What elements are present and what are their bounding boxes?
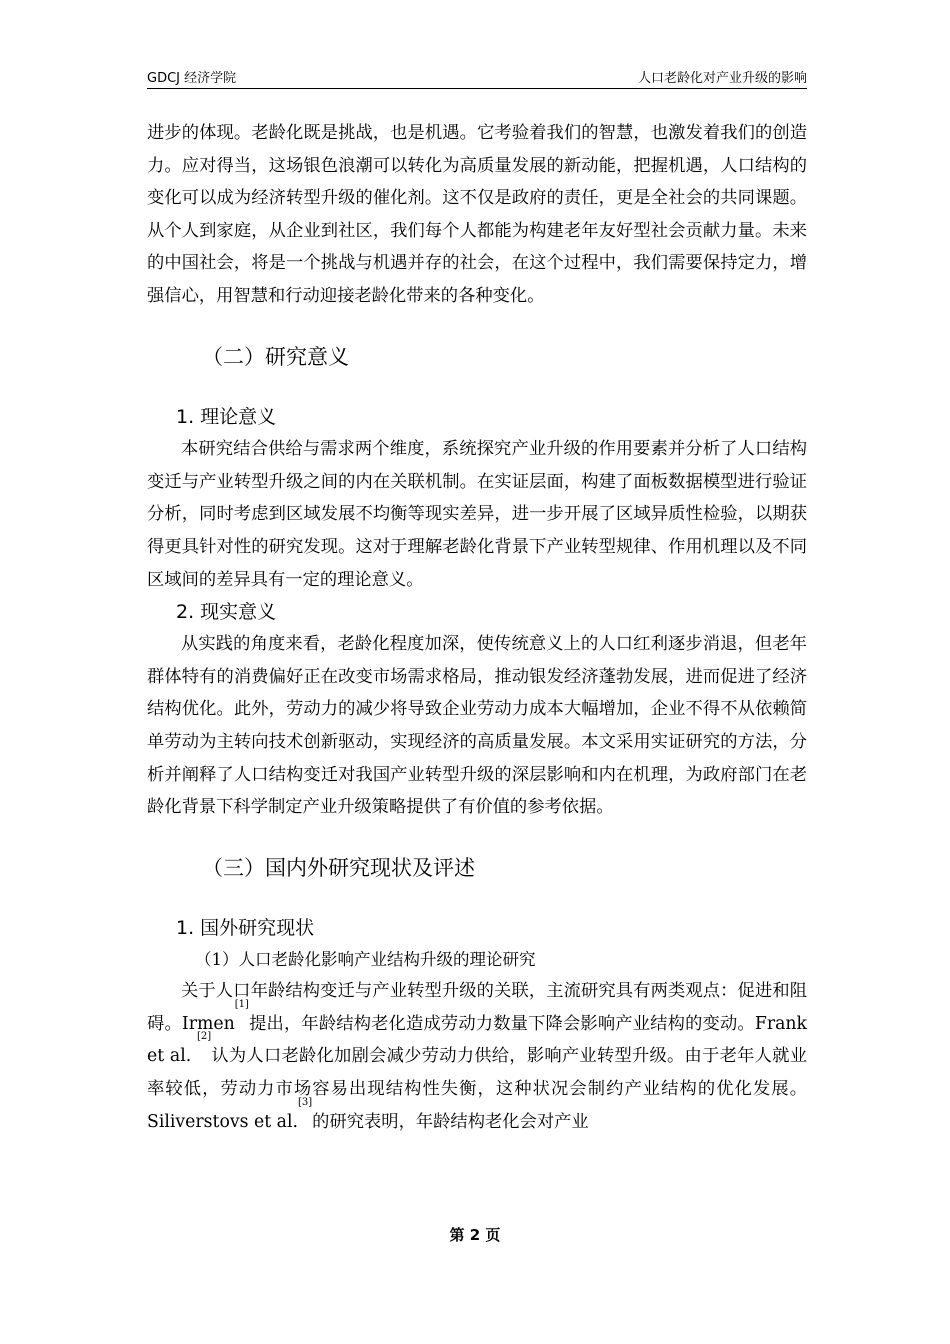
literature-paragraph [147,975,807,1138]
intro-paragraph: 进步的体现。老龄化既是挑战，也是机遇。它考验着我们的智慧，也激发着我们的创造力。应对得当，这场银色浪潮可以转化为高质量发展的新动能，把握机遇，人口结构的变化可以成为经济转型升级的催化剂。这不仅是政府的责任，更是全社会的共同课题。从个人到家庭，从企业到社区，我们每个人都能为构建老年友好型社会贡献力量。未来的中国社会，将是一个挑战与机遇并存的社会，在这个过程中，我们需要保持定力，增强信心，用智慧和行动迎接老龄化带来的各种变化。 [147,123,807,306]
citation-author-siliverstovs: Siliverstovs et al. [147,1111,298,1132]
citation-ref-1[interactable]: [1] [234,998,249,1010]
header-thesis-title: 人口老龄化对产业升级的影响 [637,71,807,86]
literature-text-1: 关于人口年龄结构变迁与产业转型升级的关联，主流研究具有两类观点：促进和阻碍。 [147,981,807,1034]
citation-author-frank: Frank et al. [147,1013,807,1067]
citation-ref-2[interactable]: [2] [196,1031,212,1043]
subsection-heading-theoretical: 1. 理论意义 [176,406,277,429]
header-divider [147,88,807,89]
literature-text-4: 的研究表明，年龄结构老化会对产业 [312,1111,589,1132]
subsection-heading-foreign-research: 1. 国外研究现状 [176,917,315,940]
section-heading-research-significance: （二）研究意义 [202,344,349,369]
page-body [147,117,807,1138]
section-heading-literature-review: （三）国内外研究现状及评述 [202,855,475,880]
page-number: 第 2 页 [449,1226,501,1244]
literature-text-2: 提出，年龄结构老化造成劳动力数量下降会影响产业结构的变动。 [248,1013,755,1034]
page-header [147,64,807,86]
subsubsection-heading-theory: （1）人口老龄化影响产业结构升级的理论研究 [195,950,536,970]
subsection-heading-practical: 2. 现实意义 [176,601,277,624]
literature-text-3: 认为人口老龄化加剧会减少劳动力供给，影响产业转型升级。由于老年人就业率较低，劳动力市场容易出现结构性失衡，这种状况会制约产业结构的优化发展。 [147,1046,807,1100]
practical-significance-paragraph: 从实践的角度来看，老龄化程度加深，使传统意义上的人口红利逐步消退，但老年群体特有的消费偏好正在改变市场需求格局，推动银发经济蓬勃发展，进而促进了经济结构优化。此外，劳动力的减少将导致企业劳动力成本大幅增加，企业不得不从依赖简单劳动为主转向技术创新驱动，实现经济的高质量发展。本文采用实证研究的方法，分析并阐释了人口结构变迁对我国产业转型升级的深层影响和内在机理，为政府部门在老龄化背景下科学制定产业升级策略提供了有价值的参考依据。 [147,634,807,818]
citation-author-irmen: Irmen [181,1013,235,1034]
header-school: GDCJ 经济学院 [147,71,237,86]
citation-ref-3[interactable]: [3] [298,1096,313,1108]
theoretical-significance-paragraph: 本研究结合供给与需求两个维度，系统探究产业升级的作用要素并分析了人口结构变迁与产业转型升级之间的内在关联机制。在实证层面，构建了面板数据模型进行验证分析，同时考虑到区域发展不均衡等现实差异，进一步开展了区域异质性检验，以期获得更具针对性的研究发现。这对于理解老龄化背景下产业转型规律、作用机理以及不同区域间的差异具有一定的理论意义。 [147,439,807,590]
